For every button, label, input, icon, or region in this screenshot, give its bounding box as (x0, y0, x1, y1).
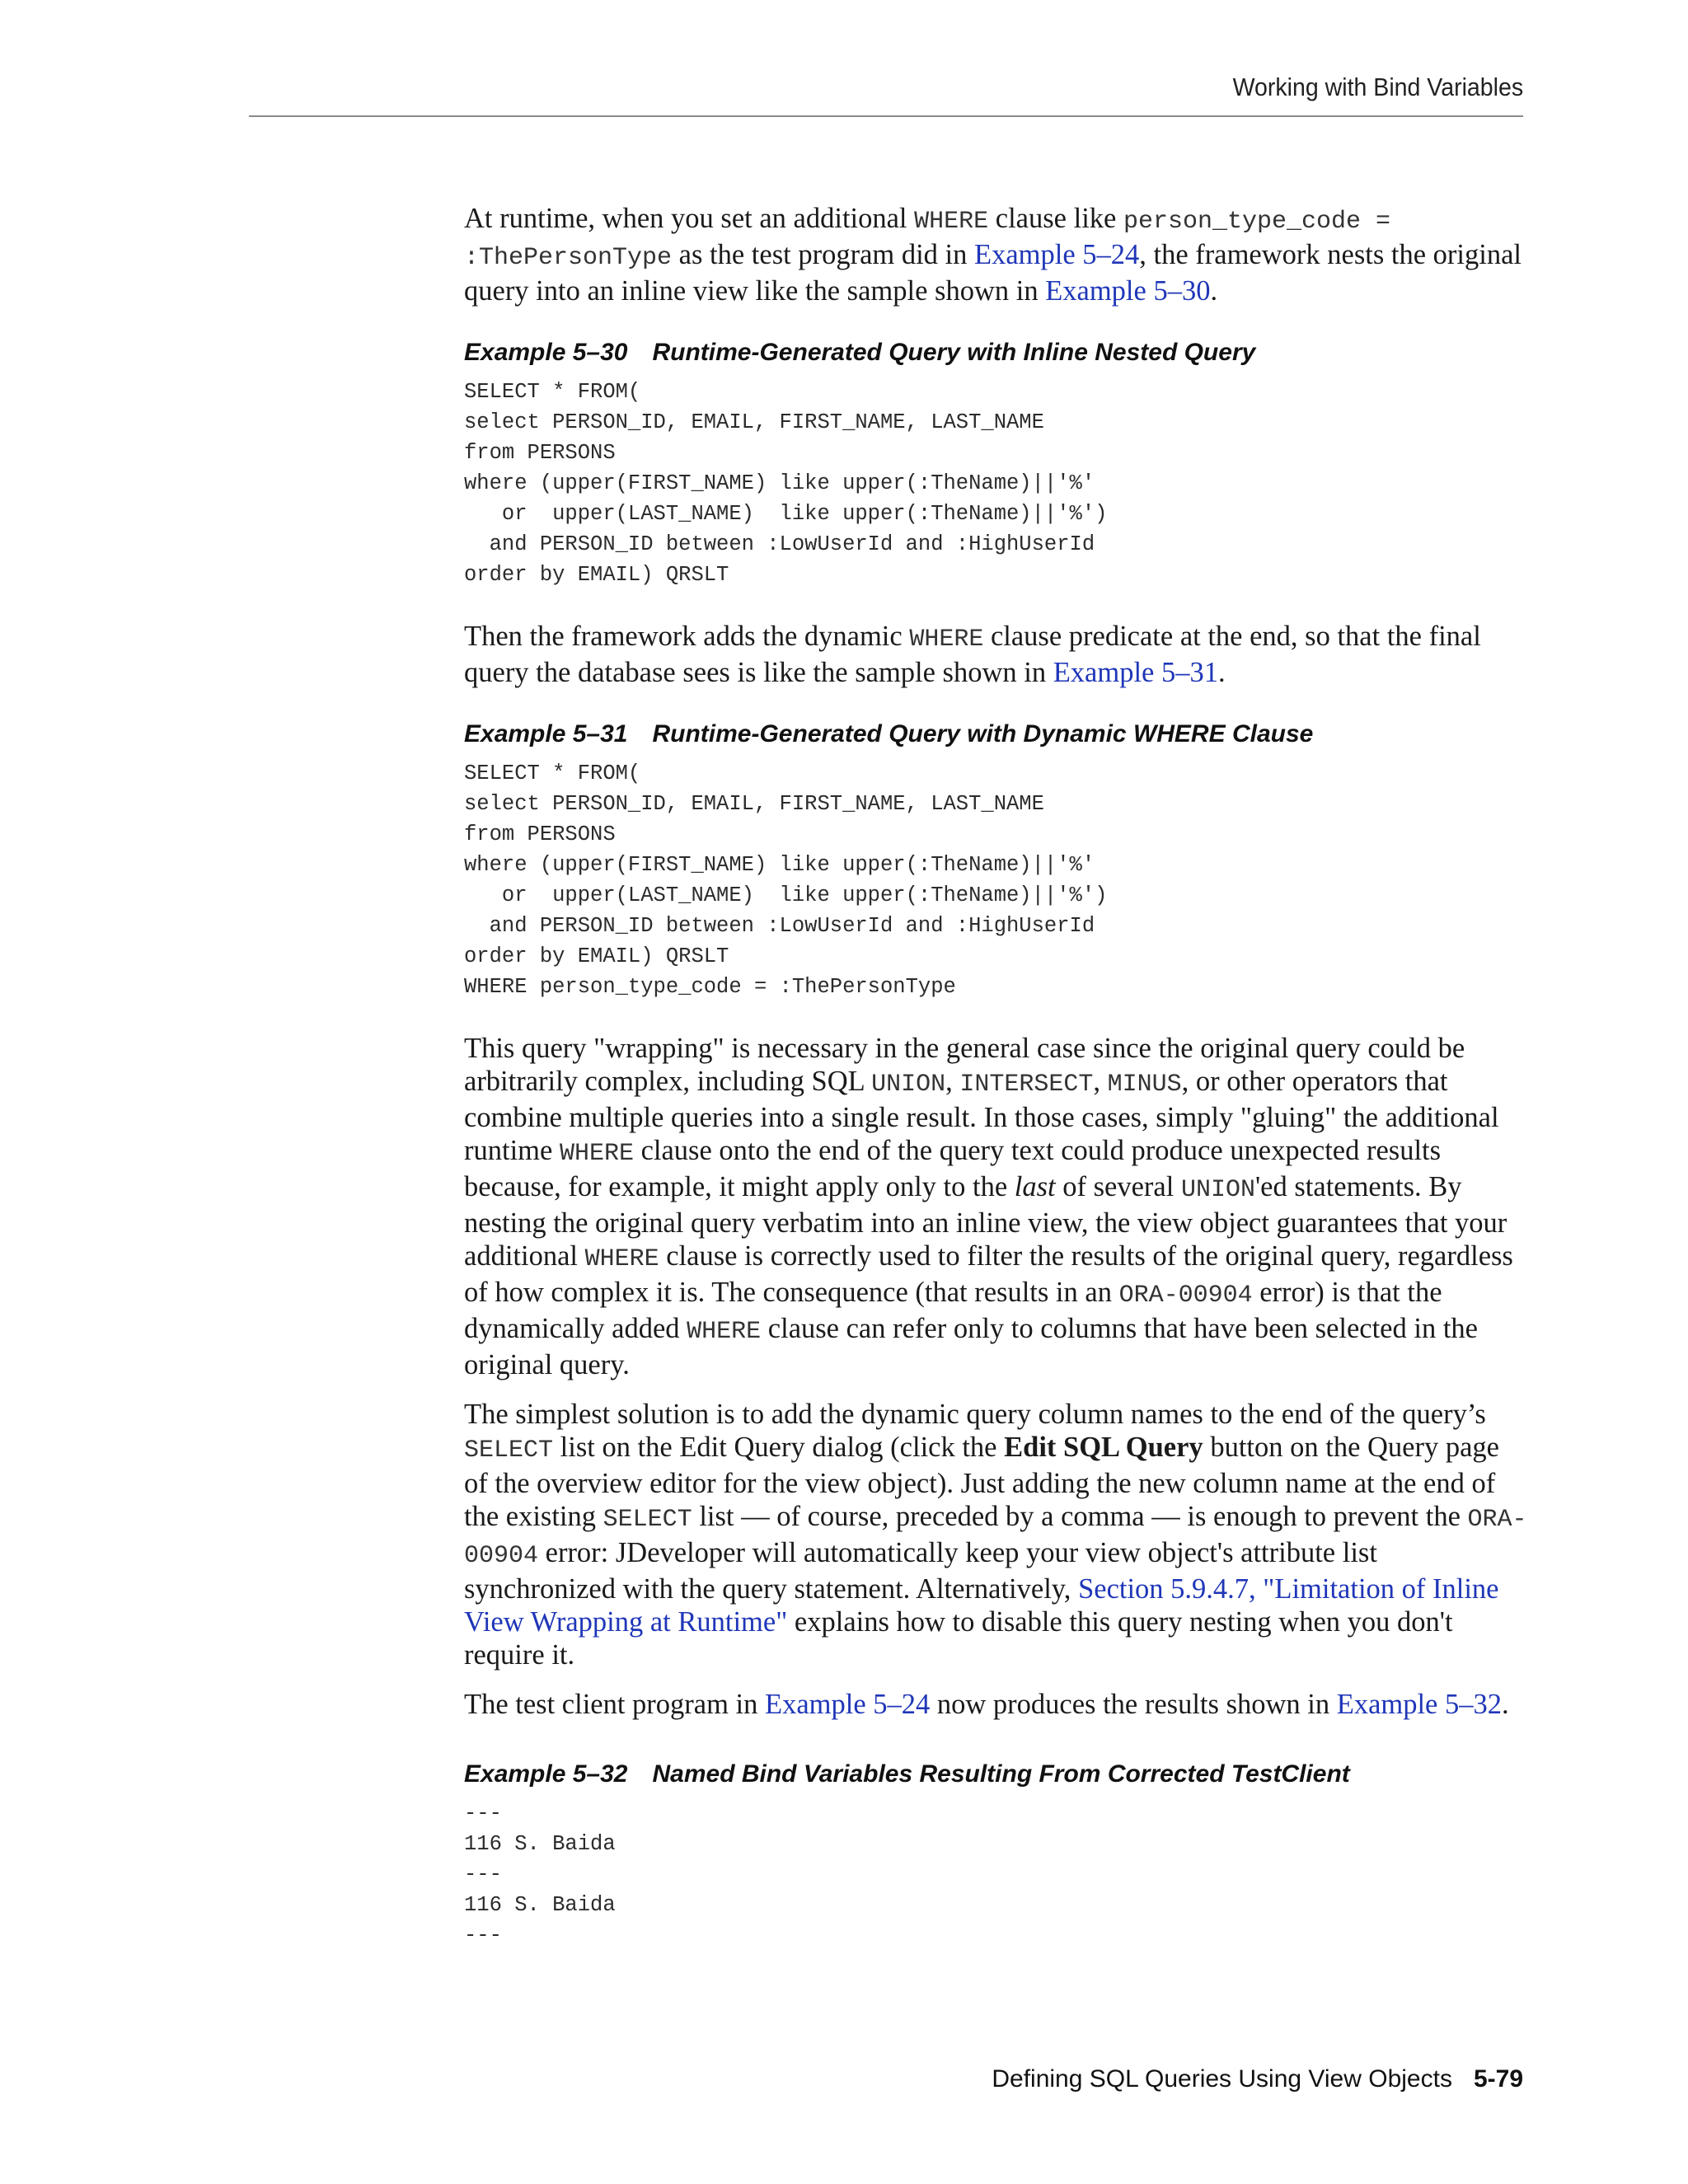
text: as the test program did in (672, 239, 975, 270)
text: , (1093, 1066, 1108, 1097)
code-where: WHERE (687, 1318, 762, 1346)
example-number: Example 5–32 (464, 1760, 628, 1788)
paragraph-simplest-solution (464, 1398, 1527, 1671)
emphasis-last: last (1014, 1171, 1056, 1202)
code-where: WHERE (914, 208, 989, 236)
code-where: WHERE (559, 1140, 634, 1168)
code-where: WHERE (909, 626, 984, 654)
paragraph-runtime-where (464, 202, 1527, 307)
text: , (945, 1066, 960, 1097)
example-caption: Runtime-Generated Query with Dynamic WHERE Clause (652, 720, 1314, 748)
text: error) is that the dynamically added (464, 1277, 1442, 1344)
text: The simplest solution is to add the dynamic query column names to the end of the query’s (464, 1399, 1486, 1430)
header-rule (249, 115, 1523, 117)
code-union: UNION (1180, 1176, 1255, 1204)
paragraph-query-wrapping (464, 1032, 1527, 1381)
code-ora-00904: ORA-00904 (1118, 1282, 1253, 1310)
example-number: Example 5–31 (464, 720, 628, 748)
example-number: Example 5–30 (464, 339, 628, 366)
code-union: UNION (871, 1071, 946, 1099)
paragraph-test-client (464, 1688, 1527, 1721)
running-header: Working with Bind Variables (1232, 73, 1523, 101)
text: button on the Query page of the overview editor for the view object). Just adding the new column name at the end of the existing (464, 1432, 1499, 1532)
page-body (464, 202, 1527, 1980)
text: error: JDeveloper will automatically keep your view object's attribute list synchronized with the query statement. Alternatively, (464, 1537, 1377, 1605)
code-select: SELECT (603, 1506, 692, 1534)
text: . (1502, 1689, 1509, 1720)
ui-label-edit-sql-query: Edit SQL Query (1004, 1432, 1203, 1463)
example-5-30-title (464, 339, 1527, 367)
link-example-5-31[interactable]: Example 5–31 (1053, 657, 1218, 688)
text: explains how to disable this query nesting when you don't require it. (464, 1606, 1453, 1671)
code-select: SELECT (464, 1436, 554, 1465)
code-example-5-30: SELECT * FROM( select PERSON_ID, EMAIL, FIRST_NAME, LAST_NAME from PERSONS where (upper(FIRST_NAME) like upper(:TheName)||'%' or upper(LAST_NAME) like upper(:TheName)||'%') and PERSON_ID between :LowUserId and :HighUserId order by EMAIL) QRSLT (464, 380, 1108, 587)
text: . (1210, 275, 1218, 307)
code-person-type-clause: person_type_code = :ThePersonType (464, 208, 1391, 272)
text: list — of course, preceded by a comma — is enough to prevent the (692, 1501, 1468, 1532)
link-example-5-30[interactable]: Example 5–30 (1045, 275, 1211, 307)
code-where: WHERE (584, 1245, 659, 1273)
page-number: 5-79 (1473, 2065, 1523, 2093)
text: The test client program in (464, 1689, 766, 1720)
example-caption: Named Bind Variables Resulting From Corrected TestClient (652, 1760, 1350, 1788)
text: , or other operators that combine multiple queries into a single result. In those cases, simply "gluing" the additional runtime (464, 1066, 1499, 1166)
text: now produces the results shown in (930, 1689, 1337, 1720)
page-footer (992, 2065, 1523, 2093)
example-caption: Runtime-Generated Query with Inline Nested Query (652, 339, 1256, 366)
example-5-31-title (464, 720, 1527, 748)
code-example-5-31: SELECT * FROM( select PERSON_ID, EMAIL, FIRST_NAME, LAST_NAME from PERSONS where (upper(FIRST_NAME) like upper(:TheName)||'%' or upper(LAST_NAME) like upper(:TheName)||'%') and PERSON_ID between :LowUserId and :HighUserId order by EMAIL) QRSLT WHERE person_type_code = :ThePersonType (464, 762, 1108, 999)
text: list on the Edit Query dialog (click the (553, 1432, 1005, 1463)
code-example-5-32: --- 116 S. Baida --- 116 S. Baida --- (464, 1802, 616, 1947)
text: clause is correctly used to filter the results of the original query, regardless of how complex it is. The consequence (that results in an (464, 1240, 1513, 1308)
text: clause predicate at the end, so that the final query the database sees is like the sample shown in (464, 621, 1481, 688)
link-example-5-24[interactable]: Example 5–24 (765, 1689, 931, 1720)
text: 'ed statements. By nesting the original query verbatim into an inline view, the view object guarantees that your additional (464, 1171, 1507, 1272)
text: This query "wrapping" is necessary in the general case since the original query could be arbitrarily complex, including SQL (464, 1033, 1465, 1097)
example-5-32-title (464, 1760, 1527, 1788)
text: of several (1055, 1171, 1181, 1202)
text: clause like (988, 203, 1123, 234)
code-ora-00904: ORA-00904 (464, 1506, 1527, 1570)
code-intersect: INTERSECT (959, 1071, 1094, 1099)
text: At runtime, when you set an additional (464, 203, 915, 234)
link-example-5-32[interactable]: Example 5–32 (1336, 1689, 1502, 1720)
text: clause onto the end of the query text could produce unexpected results because, for example, it might apply only to the (464, 1135, 1442, 1202)
paragraph-dynamic-where (464, 620, 1527, 689)
link-section-5-9-4-7[interactable]: Section 5.9.4.7, "Limitation of Inline View Wrapping at Runtime" (464, 1573, 1499, 1638)
link-example-5-24[interactable]: Example 5–24 (974, 239, 1140, 270)
text: Then the framework adds the dynamic (464, 621, 910, 652)
text: , the framework nests the original query into an inline view like the sample shown in (464, 239, 1522, 307)
footer-chapter-title: Defining SQL Queries Using View Objects (992, 2065, 1452, 2093)
text: clause can refer only to columns that have been selected in the original query. (464, 1313, 1478, 1380)
code-minus: MINUS (1107, 1071, 1182, 1099)
text: . (1217, 657, 1226, 688)
